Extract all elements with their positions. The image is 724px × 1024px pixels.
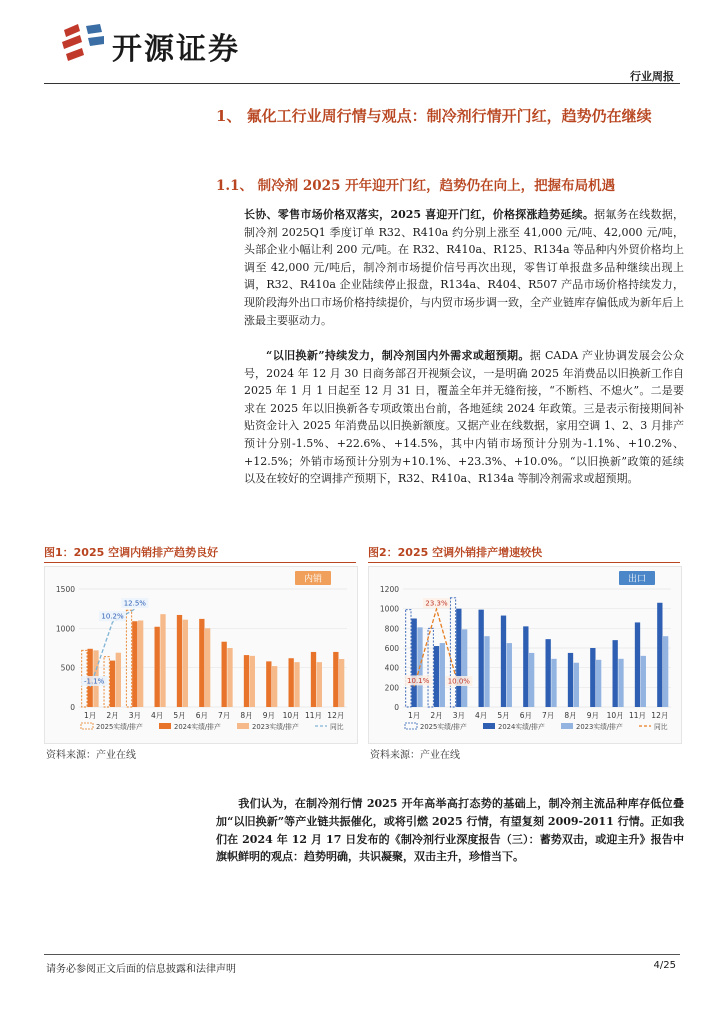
figure-1-source: 资料来源：产业在线 bbox=[46, 750, 136, 761]
x-tick-label: 12月 bbox=[651, 711, 669, 720]
yoy-label: 10.2% bbox=[101, 612, 124, 621]
x-tick-label: 11月 bbox=[628, 711, 647, 720]
bar-2024 bbox=[635, 622, 640, 707]
bar-2024 bbox=[177, 615, 182, 707]
bar-2024 bbox=[657, 603, 662, 707]
legend-swatch bbox=[561, 723, 573, 729]
x-tick-label: 12月 bbox=[327, 711, 345, 720]
x-tick-label: 3月 bbox=[128, 711, 141, 720]
paragraph-2 bbox=[244, 347, 684, 488]
bar-2023 bbox=[272, 666, 277, 707]
paragraph-1-body: 据氟务在线数据，制冷剂 2025Q1 季度订单 R32、R410a 约分别上涨至 41,000 元/吨、42,000 元/吨，头部企业小幅让利 200 元/吨。在 R32、R410a、R125、R134a 等品种内外贸价格均上调至 42,000 元/吨后，制冷剂市场提价信号再次出现，零售订单报盘多品种继续出现上调，R32、R410a 企业陆续停止报盘，R134a、R404、R507 产品市场价格持续发力，现阶段海外出口市场价格持续提价，与内贸市场步调一致，全产业链库存偏低成为新年后上涨最主要驱动力。 bbox=[244, 208, 684, 327]
page-number: 4/25 bbox=[653, 960, 676, 971]
legend-label: 同比 bbox=[654, 723, 668, 731]
legend-label: 2023实绩/排产 bbox=[576, 723, 623, 731]
chart-title: 内销 bbox=[303, 574, 323, 585]
bar-2024 bbox=[523, 626, 528, 707]
bar-2024 bbox=[244, 655, 249, 707]
x-tick-label: 9月 bbox=[586, 711, 599, 720]
bar-2023 bbox=[339, 659, 344, 707]
bar-2025 bbox=[406, 610, 411, 707]
bar-2024 bbox=[155, 627, 160, 707]
bar-2023 bbox=[440, 643, 445, 707]
paragraph-3 bbox=[216, 795, 684, 866]
x-tick-label: 10月 bbox=[282, 711, 300, 720]
bar-2024 bbox=[266, 661, 271, 707]
bar-2024 bbox=[456, 609, 461, 707]
bar-2024 bbox=[333, 652, 338, 707]
x-tick-label: 6月 bbox=[195, 711, 208, 720]
x-tick-label: 6月 bbox=[519, 711, 532, 720]
legend-label: 2025实绩/排产 bbox=[96, 723, 143, 731]
bar-2023 bbox=[641, 656, 646, 707]
bar-2023 bbox=[294, 662, 299, 707]
y-tick-label: 1500 bbox=[55, 585, 75, 594]
x-tick-label: 3月 bbox=[452, 711, 465, 720]
chart-2 bbox=[369, 567, 681, 743]
bar-2024 bbox=[479, 610, 484, 707]
x-tick-label: 11月 bbox=[304, 711, 323, 720]
chart-title: 出口 bbox=[627, 574, 647, 585]
x-tick-label: 4月 bbox=[475, 711, 488, 720]
y-tick-label: 800 bbox=[384, 624, 399, 634]
bar-2023 bbox=[462, 629, 467, 707]
bar-2023 bbox=[317, 662, 322, 707]
paragraph-3-text: 我们认为，在制冷剂行情 2025 开年高举高打态势的基础上，制冷剂主流品种库存低位叠加“以旧换新”等产业链共振催化，或将引燃 2025 行情，有望复刻 2009-2011 行情。正如我们在 2024 年 12 月 17 日发布的《制冷剂行业深度报告（三）：蓄势双击，或迎主升》报告中旗帜鲜明的观点：趋势明确，共识凝聚，双击主升，珍惜当下。 bbox=[216, 797, 684, 864]
legend-label: 2024实绩/排产 bbox=[174, 723, 221, 731]
bar-2025 bbox=[450, 598, 455, 707]
bar-2023 bbox=[250, 656, 255, 707]
y-tick-label: 500 bbox=[60, 663, 75, 673]
chart-1 bbox=[45, 567, 357, 743]
y-tick-label: 600 bbox=[384, 644, 399, 653]
bar-2023 bbox=[529, 653, 534, 707]
legend-label: 2025实绩/排产 bbox=[420, 723, 467, 731]
legend-swatch bbox=[405, 723, 417, 729]
bar-2024 bbox=[613, 640, 618, 707]
yoy-label: 23.3% bbox=[425, 599, 448, 608]
bar-2023 bbox=[596, 660, 601, 707]
bar-2024 bbox=[501, 616, 506, 707]
figure-1-caption: 图1：2025 空调内销排产趋势良好 bbox=[44, 542, 356, 563]
x-tick-label: 8月 bbox=[564, 711, 577, 720]
subsection-heading: 1.1、 制冷剂 2025 开年迎开门红，趋势仍在向上，把握布局机遇 bbox=[216, 178, 616, 194]
bar-2024 bbox=[590, 648, 595, 707]
bar-2024 bbox=[434, 646, 439, 707]
logo-icon bbox=[60, 22, 106, 64]
y-tick-label: 400 bbox=[384, 663, 399, 673]
bar-2023 bbox=[116, 653, 121, 707]
bar-2023 bbox=[618, 659, 623, 707]
y-tick-label: 1000 bbox=[379, 604, 399, 614]
legend-label: 同比 bbox=[330, 723, 344, 731]
bar-2023 bbox=[138, 620, 143, 707]
x-tick-label: 9月 bbox=[262, 711, 275, 720]
header-divider bbox=[44, 83, 680, 84]
figure-2-source: 资料来源：产业在线 bbox=[370, 750, 460, 761]
paragraph-2-lead: “以旧换新”持续发力，制冷剂国内外需求或超预期。 bbox=[266, 349, 530, 362]
bar-2023 bbox=[551, 659, 556, 707]
yoy-label: 12.5% bbox=[123, 599, 146, 608]
bar-2025 bbox=[126, 610, 131, 707]
bar-2023 bbox=[183, 620, 188, 707]
bar-2024 bbox=[412, 619, 417, 708]
legend-label: 2024实绩/排产 bbox=[498, 723, 545, 731]
y-tick-label: 1000 bbox=[55, 624, 75, 634]
legend-swatch bbox=[159, 723, 171, 729]
x-tick-label: 1月 bbox=[408, 711, 421, 720]
x-tick-label: 8月 bbox=[240, 711, 253, 720]
y-tick-label: 0 bbox=[70, 703, 75, 712]
yoy-label: 10.0% bbox=[447, 677, 470, 686]
legend-swatch bbox=[237, 723, 249, 729]
y-tick-label: 0 bbox=[394, 703, 399, 712]
yoy-label: -1.1% bbox=[84, 677, 105, 686]
paragraph-2-body: 据 CADA 产业协调发展会公众号，2024 年 12 月 30 日商务部召开视频会议，一是明确 2025 年消费品以旧换新工作自 2025 年 1 月 1 日起至 12 月 31 日，覆盖全年并无缝衔接，“不断档、不熄火”。二是要求在 2025 年以旧换新各专项政策出台前，各地延续 2024 年政策。三是表示衔接期间补贴资金计入 2025 年消费品以旧换新额度。又据产业在线数据，家用空调 1、2、3 月排产预计分别-1.5%、+22.6%、+14.5%，其中内销市场预计分别为-1.1%、+10.2%、+12.5%；外销市场预计分别为+10.1%、+23.3%、+10.0%。“以旧换新”政策的延续以及在较好的空调排产预期下，R32、R410a、R134a 等制冷剂需求或超预期。 bbox=[244, 349, 684, 486]
x-tick-label: 2月 bbox=[106, 711, 119, 720]
x-tick-label: 7月 bbox=[542, 711, 555, 720]
x-tick-label: 7月 bbox=[218, 711, 231, 720]
legend-swatch bbox=[483, 723, 495, 729]
chart-2-frame bbox=[368, 566, 682, 744]
bar-2024 bbox=[110, 661, 115, 707]
bar-2024 bbox=[546, 639, 551, 707]
legend-label: 2023实绩/排产 bbox=[252, 723, 299, 731]
bar-2023 bbox=[205, 628, 210, 707]
x-tick-label: 4月 bbox=[151, 711, 164, 720]
x-tick-label: 2月 bbox=[430, 711, 443, 720]
y-tick-label: 1200 bbox=[379, 585, 399, 594]
bar-2023 bbox=[484, 636, 489, 707]
x-tick-label: 5月 bbox=[173, 711, 186, 720]
footer-divider bbox=[44, 954, 680, 955]
yoy-label: 10.1% bbox=[407, 676, 430, 685]
bar-2023 bbox=[663, 636, 668, 707]
section-heading: 1、 氟化工行业周行情与观点：制冷剂行情开门红，趋势仍在继续 bbox=[216, 107, 652, 125]
paragraph-1 bbox=[244, 206, 684, 329]
bar-2023 bbox=[160, 614, 165, 707]
logo-text: 开源证券 bbox=[112, 32, 240, 67]
legend-swatch bbox=[81, 723, 93, 729]
figure-2-caption: 图2：2025 空调外销排产增速较快 bbox=[368, 542, 680, 563]
footer-disclaimer: 请务必参阅正文后面的信息披露和法律声明 bbox=[46, 964, 236, 975]
bar-2023 bbox=[574, 663, 579, 707]
bar-2024 bbox=[199, 619, 204, 707]
bar-2024 bbox=[289, 658, 294, 707]
chart-1-frame bbox=[44, 566, 358, 744]
bar-2024 bbox=[311, 652, 316, 707]
bar-2024 bbox=[222, 642, 227, 707]
x-tick-label: 5月 bbox=[497, 711, 510, 720]
x-tick-label: 1月 bbox=[84, 711, 97, 720]
bar-2024 bbox=[132, 621, 137, 707]
bar-2024 bbox=[568, 653, 573, 707]
paragraph-1-lead: 长协、零售市场价格双落实，2025 喜迎开门红，价格探涨趋势延续。 bbox=[244, 208, 595, 221]
x-tick-label: 10月 bbox=[606, 711, 624, 720]
bar-2023 bbox=[227, 648, 232, 707]
bar-2023 bbox=[507, 643, 512, 707]
y-tick-label: 200 bbox=[384, 683, 399, 693]
section-tag: 行业周报 bbox=[630, 70, 674, 83]
